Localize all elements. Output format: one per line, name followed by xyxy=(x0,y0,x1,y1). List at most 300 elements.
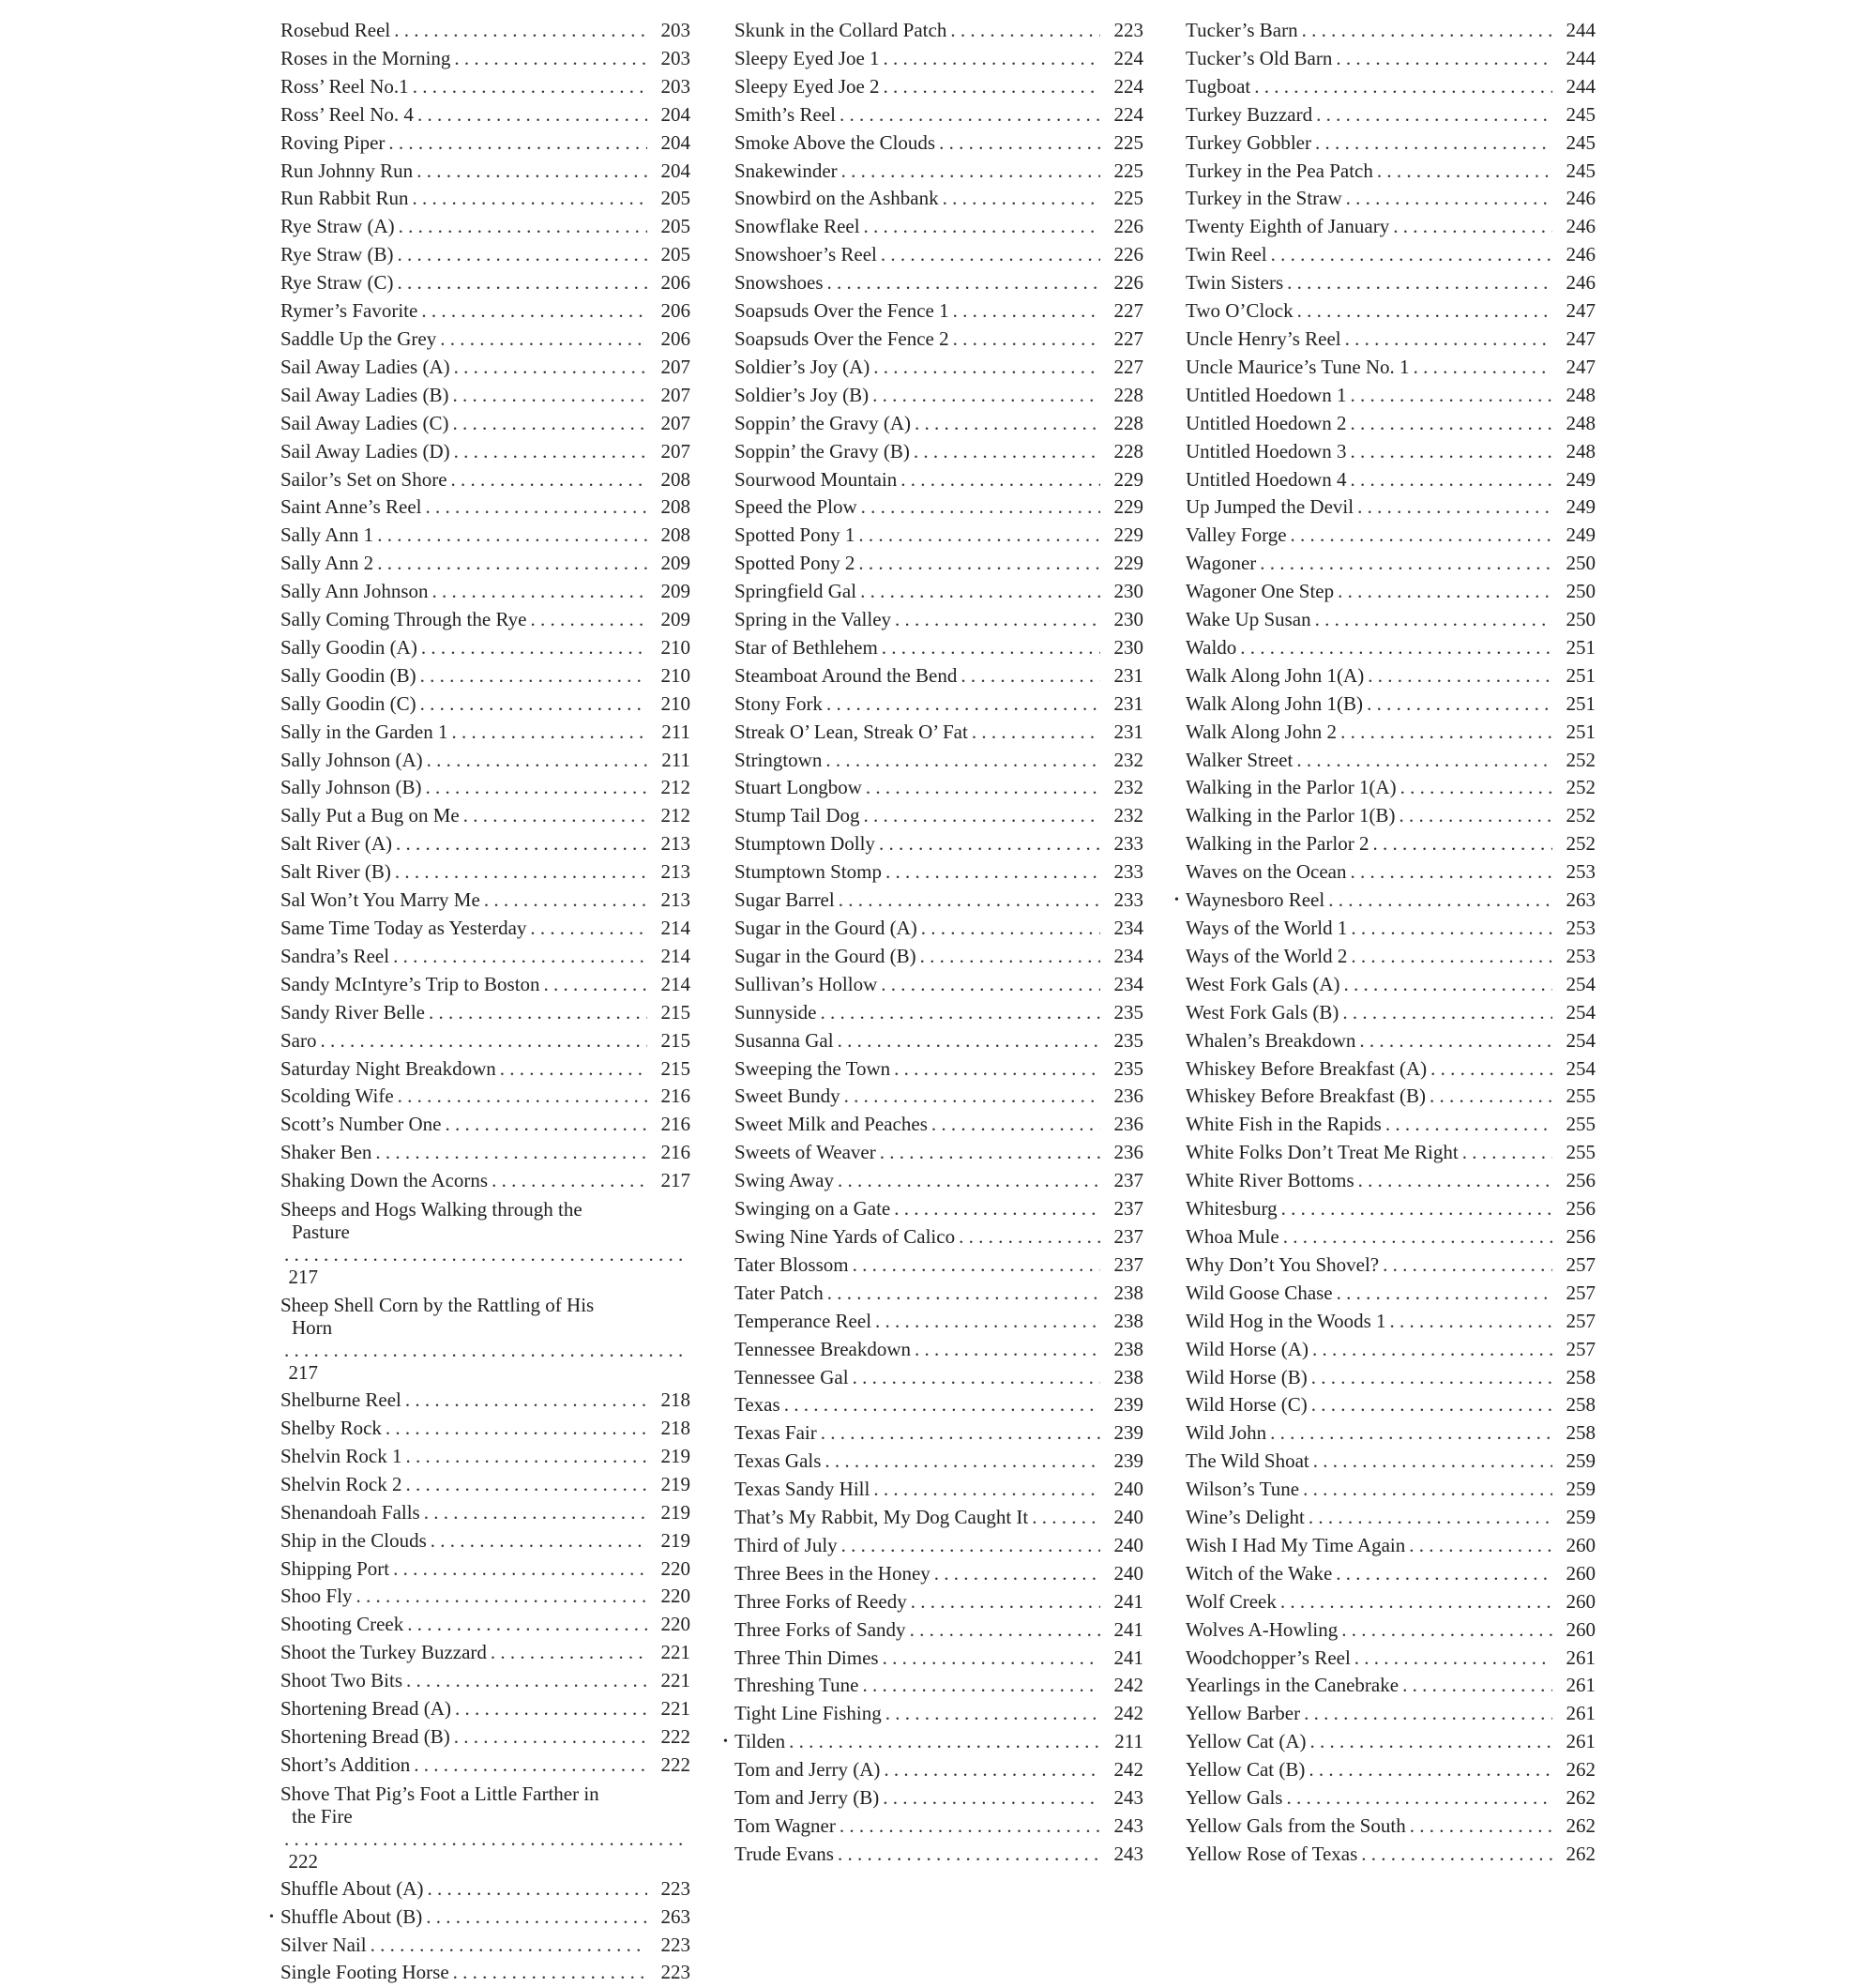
entry-page-number: 260 xyxy=(1566,1533,1596,1556)
entry-page-number: 229 xyxy=(1113,523,1143,547)
dot-leader xyxy=(884,45,1100,73)
entry-page-number: 213 xyxy=(660,860,690,884)
dot-leader xyxy=(880,1139,1100,1167)
index-entry xyxy=(280,1959,690,1987)
dot-leader xyxy=(405,1387,647,1415)
entry-page-number: 262 xyxy=(1566,1842,1596,1865)
dot-leader xyxy=(452,410,647,438)
entry-title: Wagoner One Step xyxy=(1186,580,1335,603)
entry-title: Walking in the Parlor 1(A) xyxy=(1186,776,1397,799)
entry-title: Shenandoah Falls xyxy=(280,1500,420,1524)
entry-title: Waves on the Ocean xyxy=(1186,860,1347,884)
entry-title: West Fork Gals (A) xyxy=(1186,972,1340,995)
entry-title: Texas Gals xyxy=(734,1449,822,1473)
entry-title: Snowshoes xyxy=(734,271,824,295)
entry-page-number: 225 xyxy=(1113,159,1143,182)
index-entry xyxy=(1186,493,1596,522)
index-entry xyxy=(1186,17,1596,45)
entry-title: Temperance Reel xyxy=(734,1309,872,1332)
entry-title: Stuart Longbow xyxy=(734,776,862,799)
entry-page-number: 239 xyxy=(1113,1421,1143,1445)
entry-page-number: 226 xyxy=(1113,271,1143,295)
entry-title: Turkey in the Pea Patch xyxy=(1186,159,1373,182)
entry-title: the Fire xyxy=(292,1804,353,1828)
entry-page-number: 253 xyxy=(1566,944,1596,967)
index-entry xyxy=(1186,690,1596,719)
entry-title: Walk Along John 2 xyxy=(1186,720,1338,743)
entry-page-number: 255 xyxy=(1566,1085,1596,1108)
dot-leader xyxy=(1345,326,1552,354)
index-entry xyxy=(280,17,690,45)
index-entry xyxy=(1186,241,1596,269)
entry-page-number: 219 xyxy=(660,1472,690,1495)
index-entry xyxy=(1186,1223,1596,1251)
index-entry xyxy=(1186,1616,1596,1645)
entry-page-number: 204 xyxy=(660,130,690,154)
dot-leader xyxy=(883,1784,1100,1813)
entry-title: Tilden xyxy=(734,1730,786,1753)
index-entry xyxy=(734,1419,1143,1448)
index-entry xyxy=(734,662,1143,690)
entry-title: Sail Away Ladies (C) xyxy=(280,411,449,434)
dot-leader xyxy=(872,382,1100,410)
entry-page-number: 239 xyxy=(1113,1449,1143,1473)
index-entry xyxy=(280,1639,690,1667)
dot-leader xyxy=(862,1672,1100,1700)
entry-page-number: 207 xyxy=(660,383,690,406)
entry-title: White River Bottoms xyxy=(1186,1169,1354,1192)
dot-leader xyxy=(396,830,647,858)
entry-page-number: 204 xyxy=(660,102,690,126)
index-entry xyxy=(280,774,690,802)
entry-page-number: 228 xyxy=(1113,411,1143,434)
dot-leader xyxy=(1337,1280,1552,1308)
entry-title: Yellow Cat (A) xyxy=(1186,1730,1307,1753)
entry-page-number: 215 xyxy=(660,1000,690,1024)
dot-leader xyxy=(1350,466,1552,494)
index-entry xyxy=(734,466,1143,494)
entry-title: Sally Ann Johnson xyxy=(280,580,429,603)
entry-page-number: 218 xyxy=(660,1388,690,1412)
dot-leader xyxy=(839,887,1100,915)
dot-leader xyxy=(861,493,1100,522)
index-entry xyxy=(1186,1391,1596,1419)
index-entry xyxy=(734,690,1143,719)
index-entry xyxy=(280,1875,690,1904)
entry-page-number: 227 xyxy=(1113,299,1143,323)
entry-title: Wolves A-Howling xyxy=(1186,1617,1339,1641)
index-entry xyxy=(1186,578,1596,606)
dot-leader xyxy=(397,241,647,269)
entry-page-number: 203 xyxy=(660,19,690,41)
dot-leader xyxy=(1399,802,1552,830)
entry-title: Sailor’s Set on Shore xyxy=(280,467,447,491)
index-entry xyxy=(723,1728,1143,1756)
entry-page-number: 241 xyxy=(1113,1589,1143,1613)
index-entry xyxy=(734,241,1143,269)
index-entry xyxy=(734,1336,1143,1364)
index-entry xyxy=(1186,747,1596,775)
entry-page-number: 211 xyxy=(661,748,690,771)
index-entry xyxy=(1186,158,1596,186)
entry-title: Up Jumped the Devil xyxy=(1186,495,1354,519)
entry-title: Stumptown Stomp xyxy=(734,860,882,884)
index-entry xyxy=(1186,606,1596,634)
dot-leader xyxy=(821,1419,1100,1448)
entry-title: Walking in the Parlor 1(B) xyxy=(1186,804,1396,827)
entry-page-number: 223 xyxy=(660,1961,690,1984)
index-entry xyxy=(734,326,1143,354)
entry-title: Swinging on a Gate xyxy=(734,1197,891,1221)
entry-page-number: 233 xyxy=(1113,832,1143,856)
entry-title: Witch of the Wake xyxy=(1186,1561,1333,1585)
dot-leader xyxy=(1309,1756,1552,1784)
index-entry xyxy=(734,1055,1143,1084)
index-entry xyxy=(1186,1111,1596,1139)
dot-leader xyxy=(453,1959,647,1987)
entry-title: Saro xyxy=(280,1028,317,1052)
entry-page-number: 205 xyxy=(660,243,690,266)
dot-leader xyxy=(1346,185,1552,213)
entry-page-number: 211 xyxy=(661,720,690,743)
index-entry xyxy=(1186,999,1596,1027)
dot-leader xyxy=(356,1583,647,1611)
index-entry xyxy=(1186,101,1596,129)
entry-page-number: 242 xyxy=(1113,1674,1143,1697)
entry-title: Shuffle About (B) xyxy=(280,1904,423,1928)
entry-page-number: 252 xyxy=(1566,804,1596,827)
dot-leader xyxy=(1393,213,1552,241)
entry-title: Tater Blossom xyxy=(734,1252,849,1276)
entry-title: Untitled Hoedown 4 xyxy=(1186,467,1347,491)
index-entry xyxy=(280,297,690,326)
entry-page-number: 232 xyxy=(1113,776,1143,799)
entry-title: Shortening Bread (A) xyxy=(280,1697,451,1721)
index-entry xyxy=(1186,719,1596,747)
entry-title: White Folks Don’t Treat Me Right xyxy=(1186,1141,1459,1164)
entry-title: Yellow Rose of Texas xyxy=(1186,1842,1358,1865)
entry-title-first-line: Sheeps and Hogs Walking through the xyxy=(280,1198,582,1221)
index-entry xyxy=(734,45,1143,73)
dot-leader xyxy=(484,887,647,915)
dot-leader xyxy=(421,297,647,326)
dot-leader xyxy=(881,241,1100,269)
dot-leader xyxy=(455,1695,647,1723)
dot-leader xyxy=(1271,241,1552,269)
dot-leader xyxy=(1315,129,1552,158)
entry-page-number: 207 xyxy=(660,355,690,378)
entry-page-number: 224 xyxy=(1113,102,1143,126)
dot-leader xyxy=(1316,101,1552,129)
entry-title: Skunk in the Collard Patch xyxy=(734,19,947,41)
index-entry xyxy=(734,747,1143,775)
index-entry xyxy=(734,73,1143,101)
entry-page-number: 263 xyxy=(1566,888,1596,912)
index-entry xyxy=(280,1667,690,1695)
dot-leader xyxy=(1390,1308,1553,1336)
dot-leader xyxy=(530,915,647,943)
index-entry xyxy=(280,382,690,410)
dot-leader xyxy=(879,830,1100,858)
dot-leader xyxy=(825,747,1100,775)
dot-leader xyxy=(840,1813,1100,1841)
dot-leader xyxy=(1287,269,1552,297)
dot-leader xyxy=(431,1527,647,1555)
dot-leader xyxy=(920,943,1100,971)
index-entry xyxy=(280,466,690,494)
entry-page-number: 238 xyxy=(1113,1309,1143,1332)
dot-leader xyxy=(841,1532,1100,1560)
entry-title: Sullivan’s Hollow xyxy=(734,972,878,995)
dot-leader xyxy=(838,1027,1100,1055)
dot-leader xyxy=(1340,719,1552,747)
entry-page-number: 207 xyxy=(660,411,690,434)
dot-leader xyxy=(1358,1167,1552,1195)
entry-page-number: 216 xyxy=(660,1085,690,1108)
entry-page-number: 219 xyxy=(660,1500,690,1524)
entry-page-number: 251 xyxy=(1566,635,1596,659)
dot-leader xyxy=(413,73,647,101)
entry-page-number: 209 xyxy=(660,608,690,631)
dot-leader xyxy=(454,1723,647,1752)
entry-page-number: 233 xyxy=(1113,888,1143,912)
dot-leader xyxy=(1032,1504,1100,1532)
dot-leader xyxy=(1368,662,1552,690)
entry-title: Shoo Fly xyxy=(280,1585,353,1608)
index-entry xyxy=(1186,1280,1596,1308)
index-entry xyxy=(280,73,690,101)
dot-leader xyxy=(1357,493,1552,522)
index-entry xyxy=(1186,1756,1596,1784)
index-entry xyxy=(1186,522,1596,550)
entry-page-number: 232 xyxy=(1113,804,1143,827)
entry-title: Three Thin Dimes xyxy=(734,1646,879,1669)
dot-leader xyxy=(530,606,647,634)
entry-page-number: 219 xyxy=(660,1528,690,1552)
entry-page-number: 250 xyxy=(1566,608,1596,631)
index-entry xyxy=(734,915,1143,943)
entry-page-number: 212 xyxy=(660,804,690,827)
dot-leader xyxy=(407,1611,647,1639)
entry-title: Smith’s Reel xyxy=(734,102,836,126)
index-column-1 xyxy=(269,17,690,1987)
entry-page-number: 217 xyxy=(288,1266,318,1289)
dot-leader xyxy=(1430,1083,1552,1111)
entry-title: Yearlings in the Canebrake xyxy=(1186,1674,1399,1697)
index-entry xyxy=(1186,1560,1596,1588)
index-entry xyxy=(734,1083,1143,1111)
entry-page-number: 209 xyxy=(660,580,690,603)
entry-page-number: 215 xyxy=(660,1028,690,1052)
entry-title: Shelvin Rock 1 xyxy=(280,1444,402,1467)
index-entry xyxy=(1186,1645,1596,1673)
entry-page-number: 261 xyxy=(1566,1730,1596,1753)
dot-leader xyxy=(377,550,647,578)
index-entry xyxy=(280,578,690,606)
entry-page-number: 226 xyxy=(1113,215,1143,238)
dot-leader xyxy=(911,1588,1100,1616)
entry-title: Tucker’s Old Barn xyxy=(1186,46,1333,69)
dot-leader xyxy=(1351,858,1553,887)
index-entry xyxy=(1186,1083,1596,1111)
entry-page-number: 221 xyxy=(660,1669,690,1692)
entry-page-number: 204 xyxy=(660,159,690,182)
entry-title: Walking in the Parlor 2 xyxy=(1186,832,1369,856)
dot-leader xyxy=(432,578,647,606)
entry-title: Yellow Gals xyxy=(1186,1786,1283,1810)
index-entry xyxy=(1186,1419,1596,1448)
entry-page-number: 245 xyxy=(1566,102,1596,126)
index-entry xyxy=(280,887,690,915)
index-entry xyxy=(280,802,690,830)
dot-leader xyxy=(844,1083,1100,1111)
entry-title: Soapsuds Over the Fence 1 xyxy=(734,299,949,323)
entry-title: Wild Hog in the Woods 1 xyxy=(1186,1309,1386,1332)
index-entry xyxy=(280,1195,690,1291)
dot-leader xyxy=(939,129,1100,158)
dot-leader xyxy=(894,1055,1100,1084)
entry-title: Wolf Creek xyxy=(1186,1589,1277,1613)
index-entry xyxy=(1186,45,1596,73)
dot-leader xyxy=(416,158,647,186)
dot-leader xyxy=(1402,1672,1552,1700)
entry-title: Sleepy Eyed Joe 2 xyxy=(734,74,880,98)
entry-page-number: 213 xyxy=(660,888,690,912)
entry-title: Wish I Had My Time Again xyxy=(1186,1533,1406,1556)
entry-page-number: 220 xyxy=(660,1585,690,1608)
entry-page-number: 249 xyxy=(1566,523,1596,547)
dot-leader xyxy=(284,1828,685,1850)
entry-title: Yellow Gals from the South xyxy=(1186,1814,1406,1837)
entry-title: Whiskey Before Breakfast (A) xyxy=(1186,1056,1428,1080)
entry-page-number: 230 xyxy=(1113,635,1143,659)
index-entry xyxy=(1186,550,1596,578)
dot-leader xyxy=(1462,1139,1552,1167)
entry-title: Sandy River Belle xyxy=(280,1000,425,1024)
index-entry xyxy=(734,269,1143,297)
entry-page-number: 262 xyxy=(1566,1786,1596,1810)
dot-leader xyxy=(397,269,647,297)
bullet-marker-icon: • xyxy=(269,1909,274,1924)
index-entry xyxy=(280,185,690,213)
dot-leader xyxy=(393,1555,647,1584)
dot-leader xyxy=(500,1055,647,1084)
entry-page-number: 257 xyxy=(1566,1309,1596,1332)
entry-title: Walker Street xyxy=(1186,748,1294,771)
index-entry xyxy=(280,1027,690,1055)
entry-title: Smoke Above the Clouds xyxy=(734,130,936,154)
index-entry xyxy=(1186,1448,1596,1476)
entry-title: Sail Away Ladies (A) xyxy=(280,355,450,378)
entry-page-number: 235 xyxy=(1113,1000,1143,1024)
entry-page-number: 257 xyxy=(1566,1281,1596,1304)
dot-leader xyxy=(1367,690,1552,719)
index-entry xyxy=(1186,185,1596,213)
entry-page-number: 235 xyxy=(1113,1028,1143,1052)
entry-title: Sugar in the Gourd (A) xyxy=(734,917,917,939)
index-entry xyxy=(734,830,1143,858)
dot-leader xyxy=(454,45,647,73)
index-entry xyxy=(734,999,1143,1027)
index-entry xyxy=(734,354,1143,382)
entry-page-number: 234 xyxy=(1113,944,1143,967)
entry-page-number: 237 xyxy=(1113,1252,1143,1276)
dot-leader xyxy=(860,578,1100,606)
dot-leader xyxy=(463,802,647,830)
dot-leader xyxy=(1361,1841,1552,1869)
entry-title: Sugar in the Gourd (B) xyxy=(734,944,916,967)
dot-leader xyxy=(386,1415,647,1443)
entry-title: Salt River (B) xyxy=(280,860,391,884)
entry-page-number: 253 xyxy=(1566,860,1596,884)
index-entry xyxy=(734,382,1143,410)
dot-leader xyxy=(1351,943,1552,971)
dot-leader xyxy=(427,747,647,775)
index-entry xyxy=(734,971,1143,999)
entry-title: Walk Along John 1(B) xyxy=(1186,691,1364,715)
dot-leader xyxy=(959,1223,1100,1251)
entry-title: Same Time Today as Yesterday xyxy=(280,917,527,939)
entry-title: Shelvin Rock 2 xyxy=(280,1472,402,1495)
index-entry xyxy=(280,1111,690,1139)
entry-title: Waldo xyxy=(1186,635,1237,659)
index-entry xyxy=(280,943,690,971)
entry-page-number: 233 xyxy=(1113,860,1143,884)
entry-page-number: 217 xyxy=(660,1169,690,1192)
dot-leader xyxy=(1338,578,1552,606)
dot-leader xyxy=(1312,1336,1552,1364)
entry-title: Sally Put a Bug on Me xyxy=(280,804,460,827)
dot-leader xyxy=(426,774,647,802)
index-entry xyxy=(280,915,690,943)
entry-title: That’s My Rabbit, My Dog Caught It xyxy=(734,1506,1029,1529)
entry-title: Single Footing Horse xyxy=(280,1961,449,1984)
entry-page-number: 214 xyxy=(660,944,690,967)
index-entry xyxy=(280,1387,690,1415)
dot-leader xyxy=(825,1448,1100,1476)
entry-title: Three Bees in the Honey xyxy=(734,1561,930,1585)
entry-title: Ways of the World 1 xyxy=(1186,917,1348,939)
index-entry xyxy=(1186,410,1596,438)
entry-page-number: 255 xyxy=(1566,1113,1596,1136)
index-entry xyxy=(1186,915,1596,943)
dot-leader xyxy=(900,466,1100,494)
entry-title: Wild John xyxy=(1186,1421,1267,1445)
entry-title: Spotted Pony 1 xyxy=(734,523,855,547)
index-entry xyxy=(1186,1784,1596,1813)
index-entry xyxy=(734,410,1143,438)
index-entry xyxy=(280,747,690,775)
entry-title: Shortening Bread (B) xyxy=(280,1724,450,1748)
entry-title: Turkey Buzzard xyxy=(1186,102,1313,126)
entry-title: Roses in the Morning xyxy=(280,46,451,69)
entry-title: Yellow Cat (B) xyxy=(1186,1758,1306,1782)
dot-leader xyxy=(426,493,648,522)
entry-title: Wilson’s Tune xyxy=(1186,1478,1300,1501)
entry-title: White Fish in the Rapids xyxy=(1186,1113,1382,1136)
index-entry xyxy=(734,438,1143,466)
entry-title: Turkey in the Straw xyxy=(1186,187,1342,210)
entry-page-number: 261 xyxy=(1566,1702,1596,1725)
index-entry xyxy=(734,1532,1143,1560)
entry-page-number: 239 xyxy=(1113,1393,1143,1417)
entry-title: Tom and Jerry (A) xyxy=(734,1758,881,1782)
dot-leader xyxy=(454,354,647,382)
index-entry xyxy=(734,858,1143,887)
entry-title: West Fork Gals (B) xyxy=(1186,1000,1339,1024)
entry-title: Wild Horse (C) xyxy=(1186,1393,1308,1417)
entry-page-number: 214 xyxy=(660,972,690,995)
